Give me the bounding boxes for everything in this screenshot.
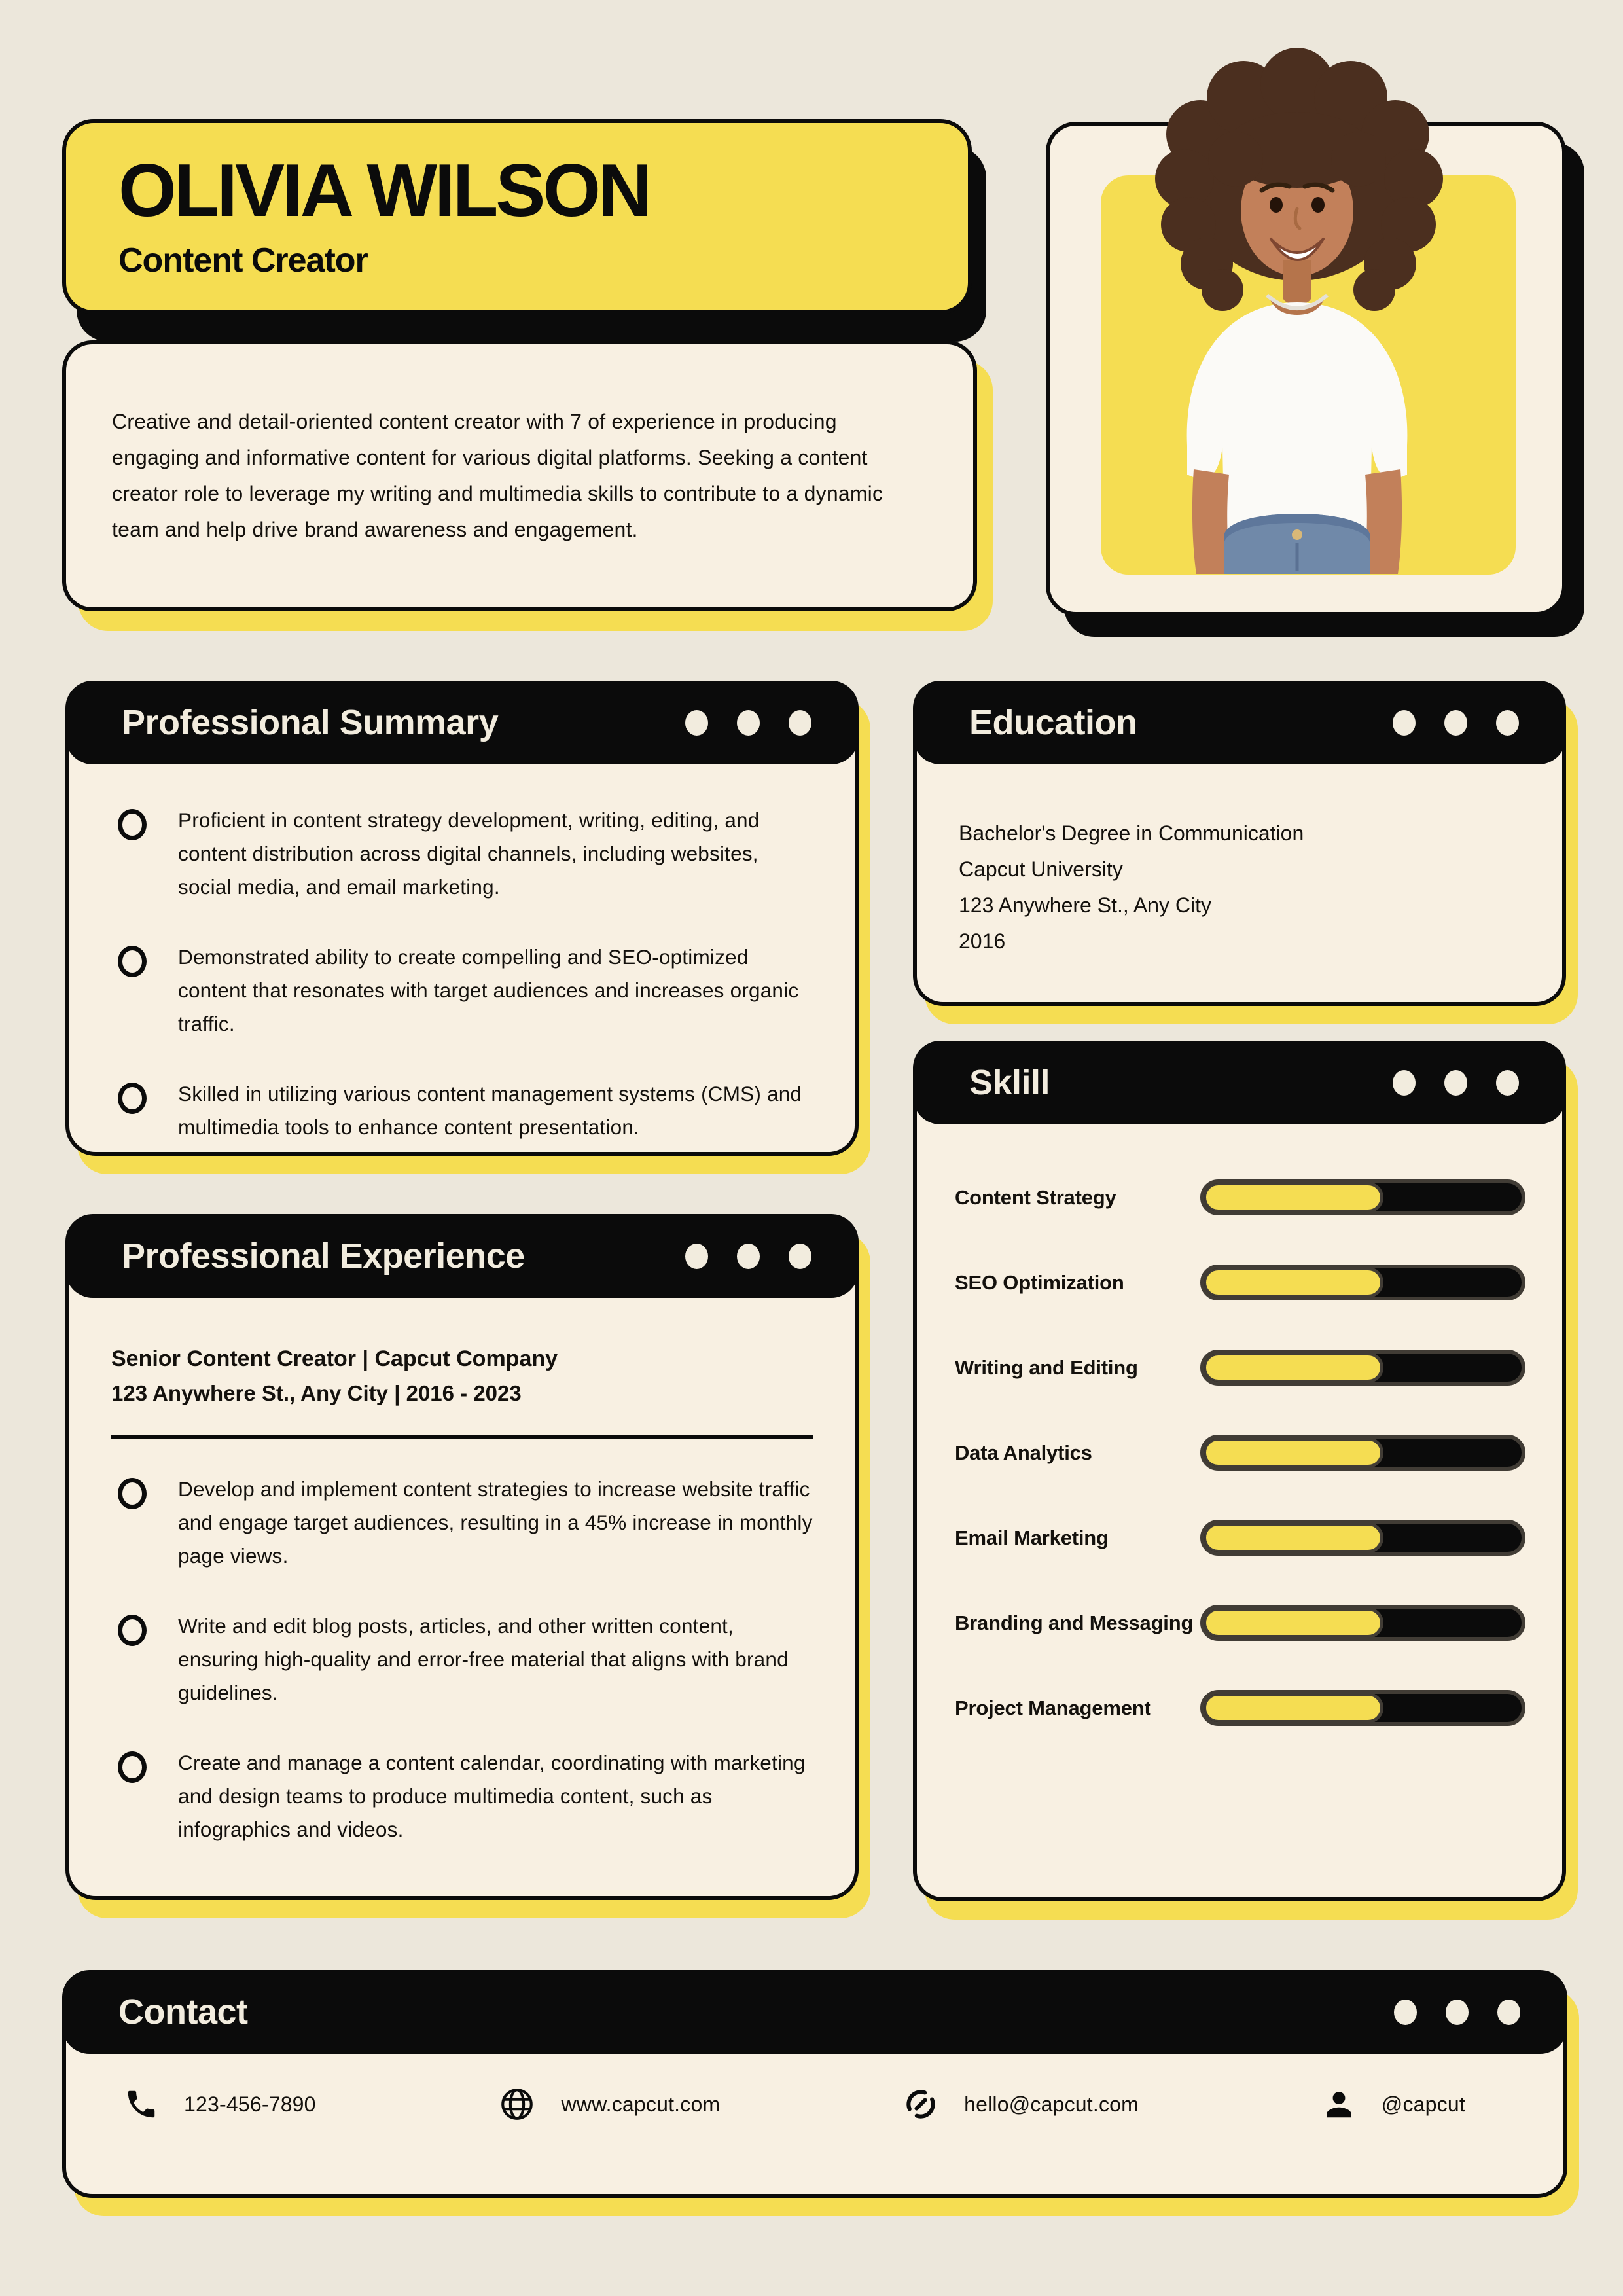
skill-label: Project Management — [955, 1696, 1151, 1719]
skill-bar — [1200, 1179, 1525, 1215]
section-title: Education — [969, 703, 1137, 742]
experience-bullets — [111, 1473, 813, 1846]
section-title: Professional Experience — [122, 1236, 525, 1276]
skill-bar-fill — [1203, 1437, 1383, 1468]
bullet-text: Create and manage a content calendar, coordinating with marketing and design teams to produce multimedia content, such as infographics and videos. — [178, 1751, 806, 1842]
skills-card — [913, 1041, 1566, 1901]
bullet-item — [111, 1473, 813, 1573]
window-dots-icon — [1393, 1070, 1519, 1096]
skills-body — [917, 1124, 1562, 1801]
bullet-circle-icon — [118, 946, 147, 977]
skill-row — [955, 1350, 1525, 1386]
job-meta: 123 Anywhere St., Any City | 2016 - 2023 — [111, 1381, 522, 1405]
skill-row — [955, 1435, 1525, 1471]
skill-bar — [1200, 1605, 1525, 1641]
intro-card — [62, 340, 977, 611]
contact-header — [62, 1970, 1567, 2054]
window-dots-icon — [1393, 710, 1519, 736]
section-title: Professional Summary — [122, 703, 499, 742]
portrait-illustration — [1101, 50, 1516, 574]
bullet-circle-icon — [118, 1615, 147, 1646]
photo-card — [1046, 122, 1566, 616]
bullet-text: Skilled in utilizing various content management systems (CMS) and multimedia tools to enhance content presentation. — [178, 1082, 802, 1139]
bullet-item — [111, 941, 813, 1041]
link-icon — [902, 2086, 939, 2123]
skill-bar-fill — [1203, 1607, 1383, 1638]
skill-bar — [1200, 1435, 1525, 1471]
bullet-circle-icon — [118, 809, 147, 840]
education-body — [917, 764, 1562, 986]
divider — [111, 1435, 813, 1439]
education-card — [913, 681, 1566, 1006]
bullet-item — [111, 1746, 813, 1846]
skill-row — [955, 1690, 1525, 1726]
professional-experience-body — [69, 1298, 855, 1909]
bullet-circle-icon — [118, 1751, 147, 1783]
bullet-text: Develop and implement content strategies to increase website traffic and engage target audiences, resulting in a 45% increase in monthly page views. — [178, 1477, 813, 1568]
education-line: 2016 — [959, 929, 1006, 954]
education-line: 123 Anywhere St., Any City — [959, 893, 1211, 918]
intro-text: Creative and detail-oriented content creator with 7 of experience in producing engaging and informative content for various digital platforms. Seeking a content creator role to leverage my writing and multimedia skills to contribute to a dynamic team and help drive brand awareness and engagement. — [112, 409, 883, 542]
contact-text: 123-456-7890 — [184, 2092, 316, 2116]
bullet-text: Write and edit blog posts, articles, and other written content, ensuring high-quality and error-free material that aligns with brand guidelines. — [178, 1614, 789, 1705]
skills-header — [913, 1041, 1566, 1124]
contact-item — [1321, 2087, 1465, 2122]
name-header-card — [62, 119, 972, 314]
bullet-text: Proficient in content strategy development, writing, editing, and content distribution across digital channels, including websites, social media, and email marketing. — [178, 808, 760, 899]
section-title: Sklill — [969, 1063, 1050, 1102]
phone-icon — [124, 2087, 159, 2122]
skill-bar-fill — [1203, 1522, 1383, 1553]
user-icon — [1321, 2087, 1357, 2122]
contact-card — [62, 1970, 1567, 2198]
skill-bar-fill — [1203, 1267, 1383, 1298]
skill-bar — [1200, 1520, 1525, 1556]
contact-item — [902, 2086, 1139, 2123]
bullet-circle-icon — [118, 1478, 147, 1509]
bullet-item — [111, 1609, 813, 1710]
skill-row — [955, 1265, 1525, 1300]
window-dots-icon — [685, 710, 812, 736]
bullet-circle-icon — [118, 1083, 147, 1114]
professional-summary-header — [65, 681, 859, 764]
skill-bar-fill — [1203, 1182, 1383, 1213]
contact-text: @capcut — [1381, 2092, 1465, 2116]
section-title: Contact — [118, 1992, 248, 2032]
skill-label: Email Marketing — [955, 1526, 1109, 1549]
person-name: OLIVIA WILSON — [118, 149, 650, 232]
education-header — [913, 681, 1566, 764]
skill-label: SEO Optimization — [955, 1270, 1124, 1294]
window-dots-icon — [1394, 2000, 1520, 2025]
job-title: Senior Content Creator | Capcut Company — [111, 1346, 558, 1371]
globe-icon — [498, 2085, 536, 2123]
bullet-item — [111, 1077, 813, 1144]
bullet-item — [111, 804, 813, 904]
education-line: Bachelor's Degree in Communication — [959, 821, 1304, 845]
professional-experience-card — [65, 1214, 859, 1900]
skill-bar-fill — [1203, 1352, 1383, 1383]
contact-text: www.capcut.com — [561, 2092, 721, 2116]
skill-label: Writing and Editing — [955, 1355, 1138, 1379]
professional-summary-body — [69, 764, 855, 1207]
contact-item — [124, 2087, 316, 2122]
education-line: Capcut University — [959, 857, 1123, 882]
skill-row — [955, 1605, 1525, 1641]
professional-summary-card — [65, 681, 859, 1156]
skill-row — [955, 1520, 1525, 1556]
skill-bar — [1200, 1690, 1525, 1726]
skill-bar — [1200, 1265, 1525, 1300]
skill-label: Branding and Messaging — [955, 1611, 1194, 1634]
window-dots-icon — [685, 1244, 812, 1269]
person-role: Content Creator — [118, 241, 368, 279]
skill-label: Data Analytics — [955, 1441, 1092, 1464]
skill-label: Content Strategy — [955, 1185, 1116, 1209]
contact-item — [498, 2085, 720, 2123]
contact-body — [66, 2054, 1563, 2169]
skill-row — [955, 1179, 1525, 1215]
bullet-text: Demonstrated ability to create compelling and SEO-optimized content that resonates with target audiences and increases organic traffic. — [178, 945, 799, 1036]
professional-experience-header — [65, 1214, 859, 1298]
skill-bar — [1200, 1350, 1525, 1386]
contact-text: hello@capcut.com — [964, 2092, 1139, 2116]
skill-bar-fill — [1203, 1693, 1383, 1723]
